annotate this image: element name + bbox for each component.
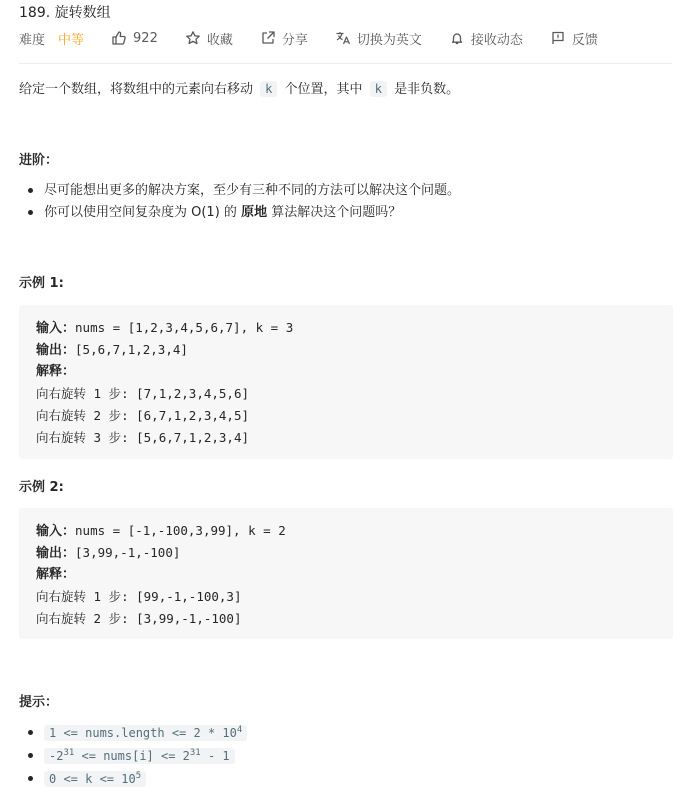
advanced-list bbox=[44, 180, 460, 224]
hint-3-text: 0 <= k <= 10 bbox=[49, 772, 136, 786]
hint-2-text-b: <= nums[i] <= 2 bbox=[74, 749, 190, 763]
example-2-heading: 示例 2: bbox=[19, 480, 64, 495]
star-icon bbox=[185, 30, 201, 46]
translate-label: 切换为英文 bbox=[356, 32, 422, 48]
advanced-item-2b: 算法解决这个问题吗？ bbox=[271, 205, 402, 220]
share-label: 分享 bbox=[281, 32, 308, 48]
explain-step: 向右旋转 3 步: [5,6,7,1,2,3,4] bbox=[36, 430, 250, 445]
hint-2-text-c: - 1 bbox=[200, 749, 230, 763]
bell-icon bbox=[449, 30, 465, 46]
hint-code-3 bbox=[44, 771, 146, 787]
subscribe-label: 接收动态 bbox=[470, 32, 523, 48]
input-value: nums = [-1,-100,3,99], k = 2 bbox=[75, 523, 286, 538]
explain-step: 向右旋转 1 步: [99,-1,-100,3] bbox=[36, 589, 242, 604]
advanced-heading: 进阶： bbox=[19, 153, 59, 168]
explain-step: 向右旋转 2 步: [6,7,1,2,3,4,5] bbox=[36, 408, 250, 423]
explain-label: 解释： bbox=[36, 364, 76, 379]
input-label: 输入： bbox=[36, 321, 76, 336]
feedback-label: 反馈 bbox=[571, 32, 598, 48]
favorite-label: 收藏 bbox=[206, 32, 233, 48]
translate-button[interactable] bbox=[335, 29, 422, 48]
favorite-button[interactable] bbox=[185, 29, 233, 48]
hint-1-exp: 4 bbox=[236, 725, 243, 735]
hint-2-exp-2: 31 bbox=[189, 748, 201, 758]
problem-meta-bar bbox=[19, 29, 625, 47]
share-icon bbox=[260, 30, 276, 46]
hints-heading: 提示： bbox=[19, 695, 59, 710]
example-1-heading: 示例 1: bbox=[19, 276, 64, 291]
input-label: 输入： bbox=[36, 524, 76, 539]
difficulty-label: 难度 bbox=[19, 32, 46, 48]
list-item bbox=[44, 745, 250, 768]
advanced-item-2-bold: 原地 bbox=[241, 205, 268, 220]
example-2-box bbox=[19, 508, 673, 639]
output-value: [5,6,7,1,2,3,4] bbox=[75, 342, 188, 357]
input-value: nums = [1,2,3,4,5,6,7], k = 3 bbox=[75, 320, 294, 335]
hint-code-2 bbox=[44, 748, 235, 764]
list-item bbox=[44, 722, 250, 745]
desc-text-1: 给定一个数组，将数组中的元素向右移动 bbox=[19, 82, 254, 97]
translate-icon bbox=[335, 30, 351, 46]
list-item bbox=[44, 180, 460, 202]
explain-label: 解释： bbox=[36, 567, 76, 582]
desc-text-3: 是非负数。 bbox=[394, 82, 460, 97]
output-label: 输出： bbox=[36, 343, 76, 358]
inline-code-k: k bbox=[370, 81, 387, 97]
advanced-item-1: 尽可能想出更多的解决方案，至少有三种不同的方法可以解决这个问题。 bbox=[44, 183, 461, 198]
hint-2-exp-1: 31 bbox=[63, 748, 75, 758]
like-button[interactable] bbox=[111, 30, 158, 46]
explain-step: 向右旋转 2 步: [3,99,-1,-100] bbox=[36, 611, 242, 626]
hints-list bbox=[44, 722, 250, 791]
problem-title: 189. 旋转数组 bbox=[19, 5, 111, 21]
hint-3-exp: 5 bbox=[135, 771, 142, 781]
share-button[interactable] bbox=[260, 29, 308, 48]
hint-1-text: 1 <= nums.length <= 2 * 10 bbox=[49, 726, 237, 740]
difficulty-value: 中等 bbox=[58, 32, 85, 48]
problem-description bbox=[19, 79, 459, 100]
like-count: 922 bbox=[133, 30, 158, 46]
flag-icon bbox=[550, 30, 566, 46]
output-value: [3,99,-1,-100] bbox=[75, 545, 181, 560]
hint-2-text-a: -2 bbox=[49, 749, 64, 763]
list-item bbox=[44, 202, 460, 224]
example-1-box bbox=[19, 305, 673, 459]
list-item bbox=[44, 768, 250, 791]
explain-step: 向右旋转 1 步: [7,1,2,3,4,5,6] bbox=[36, 386, 250, 401]
thumbs-up-icon bbox=[111, 30, 127, 46]
subscribe-button[interactable] bbox=[449, 29, 523, 48]
advanced-item-2a: 你可以使用空间复杂度为 O(1) 的 bbox=[44, 205, 237, 220]
hint-code-1 bbox=[44, 725, 247, 741]
inline-code-k: k bbox=[260, 81, 277, 97]
header-divider bbox=[19, 63, 672, 64]
feedback-button[interactable] bbox=[550, 29, 598, 48]
desc-text-2: 个位置，其中 bbox=[284, 82, 363, 97]
output-label: 输出： bbox=[36, 546, 76, 561]
